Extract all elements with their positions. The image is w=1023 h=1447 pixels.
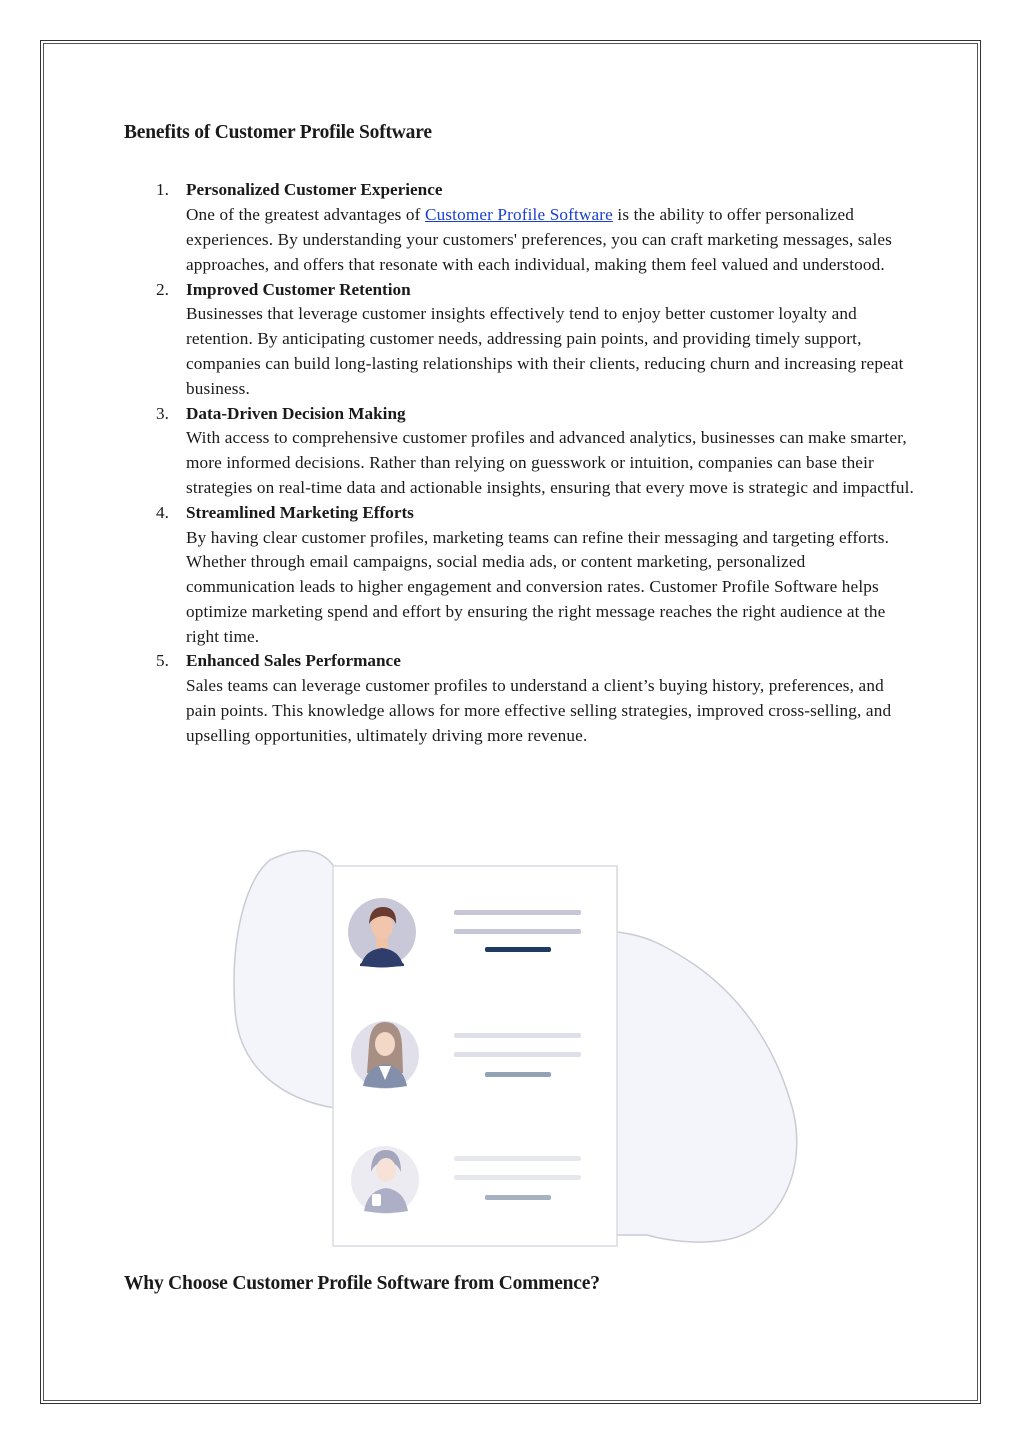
benefit-description: Sales teams can leverage customer profiles to understand a client’s buying history, preferences, and pain points. This knowledge allows for more effective selling strategies, improved cross-selling, and upselling opportunities, ultimately driving more revenue.	[186, 676, 892, 745]
benefit-item-5	[124, 649, 914, 748]
profile-line	[454, 1156, 581, 1161]
benefit-description: With access to comprehensive customer profiles and advanced analytics, businesses can make smarter, more informed decisions. Rather than relying on guesswork or intuition, companies can base their strategies on real-time data and actionable insights, ensuring that every move is strategic and impactful.	[186, 428, 914, 497]
profile-line	[485, 1072, 551, 1077]
list-number: 4.	[156, 502, 169, 522]
section-title-benefits: Benefits of Customer Profile Software	[124, 122, 432, 143]
benefit-item-1	[124, 178, 914, 277]
list-number: 2.	[156, 279, 169, 299]
benefits-list	[124, 178, 914, 748]
person-cup	[372, 1194, 381, 1206]
benefit-title: Personalized Customer Experience	[186, 180, 443, 200]
section-title-why-choose: Why Choose Customer Profile Software from Commence?	[124, 1273, 600, 1294]
benefit-title: Improved Customer Retention	[186, 279, 411, 299]
main-content	[124, 120, 914, 749]
list-number: 1.	[156, 180, 169, 200]
profile-line	[454, 1052, 581, 1057]
profile-line	[454, 910, 581, 915]
customer-profile-software-link[interactable]: Customer Profile Software	[424, 205, 613, 225]
profile-line	[454, 1033, 581, 1038]
benefit-title: Enhanced Sales Performance	[186, 651, 401, 671]
benefit-item-4	[124, 501, 914, 650]
list-number: 5.	[156, 651, 169, 671]
profile-line	[485, 1195, 551, 1200]
customer-profiles-illustration	[225, 840, 805, 1250]
benefit-title: Data-Driven Decision Making	[186, 403, 406, 423]
benefit-description: By having clear customer profiles, marketing teams can refine their messaging and targeting efforts. Whether through email campaigns, social media ads, or content marketing, personalized communication leads to higher engagement and conversion rates. Customer Profile Software helps optimize marketing spend and effort by ensuring the right message reaches the right audience at the right time.	[186, 527, 890, 646]
benefit-item-2	[124, 278, 914, 402]
desc-text: One of the greatest advantages of	[186, 205, 425, 225]
person-face	[375, 1032, 395, 1056]
list-number: 3.	[156, 403, 169, 423]
profile-line	[454, 1175, 581, 1180]
benefit-item-3	[124, 402, 914, 501]
profile-line	[454, 929, 581, 934]
benefit-title: Streamlined Marketing Efforts	[186, 502, 414, 522]
person-face	[376, 1158, 396, 1182]
benefit-description	[186, 203, 914, 277]
desc-text: is the ability to offer personalized experiences. By understanding your customers' preferences, you can craft marketing messages, sales approaches, and offers that resonate with each individual, making them feel valued and understood.	[186, 205, 893, 274]
profile-line	[485, 947, 551, 952]
benefit-description: Businesses that leverage customer insights effectively tend to enjoy better customer loyalty and retention. By anticipating customer needs, addressing pain points, and providing timely support, companies can build long-lasting relationships with their clients, reducing churn and increasing repeat business.	[186, 304, 904, 398]
